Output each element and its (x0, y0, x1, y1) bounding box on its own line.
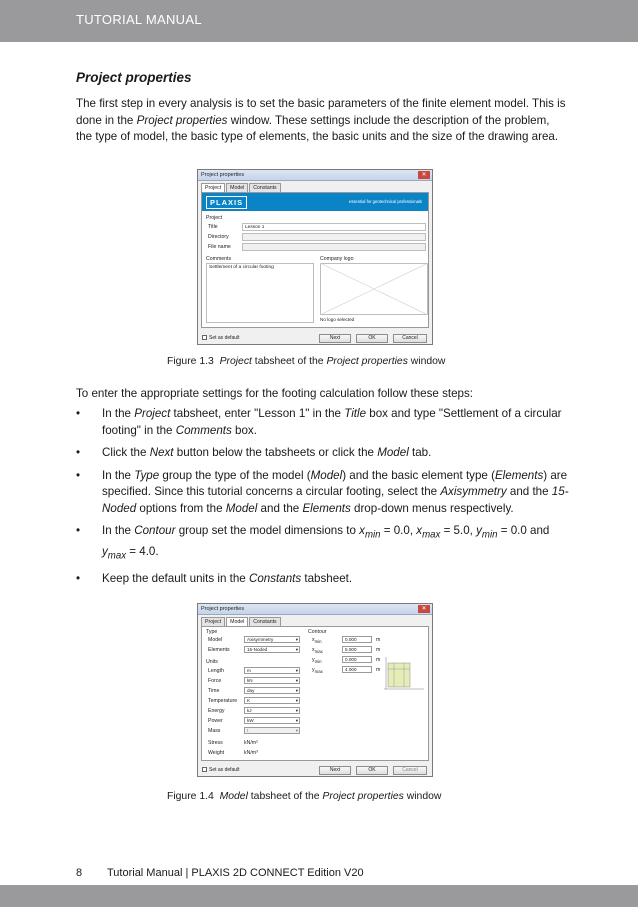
tab-strip (198, 615, 432, 626)
tab-project[interactable]: Project (201, 183, 225, 192)
contour-group-label: Contour (308, 629, 327, 635)
next-button[interactable]: Next (319, 766, 351, 775)
plaxis-logo: PLAXIS (206, 196, 247, 209)
directory-field (242, 233, 426, 241)
dialog-title: Project properties (198, 170, 432, 181)
units-group-label: Units (206, 659, 218, 665)
cancel-button[interactable]: Cancel (393, 334, 427, 343)
unit-mass-label: Mass (208, 728, 221, 734)
list-item: • In the Contour group set the model dimensions to $x_{min} = 0.0$, $x_{max} = 5.0$, $y_{min} = 0.0$ and $y_{max} = 4.0$. (76, 523, 576, 565)
unit-time-label: Time (208, 688, 220, 694)
unit-force-select[interactable]: kN ▾ (244, 677, 300, 684)
stress-label: Stress (208, 740, 223, 746)
ymin-label: $y_{min}$ (312, 657, 322, 665)
xmax-input[interactable]: 5.000 (342, 646, 372, 653)
unit-length-label: Length (208, 668, 224, 674)
elements-select[interactable]: 15-Noded ▾ (244, 646, 300, 653)
unit-power-select[interactable]: kW ▾ (244, 717, 300, 724)
type-group-label: Type (206, 629, 218, 635)
model-label: Model (208, 637, 223, 643)
company-logo-label: Company logo (320, 256, 354, 262)
close-icon[interactable]: ✕ (418, 171, 430, 179)
tab-model[interactable]: Model (226, 617, 248, 626)
project-properties-dialog-project-tab (197, 169, 433, 345)
unit-temperature-select[interactable]: K ▾ (244, 697, 300, 704)
contour-preview-diagram (382, 655, 430, 707)
unit-energy-label: Energy (208, 708, 225, 714)
project-tab-panel (201, 192, 429, 328)
dialog-title: Project properties (198, 604, 432, 615)
ymax-label: $y_{max}$ (312, 667, 323, 675)
no-logo-text: No logo selected (320, 317, 355, 322)
close-icon[interactable]: ✕ (418, 605, 430, 613)
unit-length-select[interactable]: m ▾ (244, 667, 300, 674)
intro-paragraph: The first step in every analysis is to set the basic parameters of the finite element model. This is done in the Project properties window. These settings include the description of the problem, the type of model, the basic type of elements, the basic units and the size of the drawing area. (76, 97, 566, 143)
comments-label: Comments (206, 256, 232, 262)
stress-value: kN/m² (244, 740, 258, 746)
model-select[interactable]: Axisymmetry ▾ (244, 636, 300, 643)
xmin-input[interactable]: 0.000 (342, 636, 372, 643)
tab-strip (198, 181, 432, 192)
next-button[interactable]: Next (319, 334, 351, 343)
model-tab-panel (201, 626, 429, 761)
figure-1-4-caption: Figure 1.4 Model tabsheet of the Project properties window (167, 791, 442, 802)
page-number: 8 (76, 867, 83, 879)
directory-label: Directory (208, 234, 229, 240)
company-logo-placeholder[interactable] (320, 263, 428, 315)
project-properties-dialog-model-tab (197, 603, 433, 777)
ymax-unit: m (376, 667, 381, 673)
unit-power-label: Power (208, 718, 223, 724)
file-name-label: File name (208, 244, 231, 250)
xmax-label: $x_{max}$ (312, 647, 323, 655)
steps-lead: To enter the appropriate settings for the footing calculation follow these steps: (76, 387, 474, 400)
unit-mass-select: t ▾ (244, 727, 300, 734)
ok-button[interactable]: OK (356, 766, 388, 775)
unit-temperature-label: Temperature (208, 698, 238, 704)
elements-label: Elements (208, 647, 230, 653)
comments-textarea[interactable]: Settlement of a circular footing (206, 263, 314, 323)
unit-force-label: Force (208, 678, 222, 684)
weight-value: kN/m³ (244, 750, 258, 756)
bottom-bar (0, 885, 638, 907)
xmax-unit: m (376, 647, 381, 653)
page-footer (76, 867, 364, 879)
set-default-checkbox[interactable]: Set as default (202, 767, 240, 773)
ymin-input[interactable]: 0.000 (342, 656, 372, 663)
list-item: • In the Type group the type of the model (Model) and the basic element type (Elements) are specified. Since this tutorial concerns a circular footing, select the Axisymmetry and the 15-Noded options from the Model and the Elements drop-down menus respectively. (76, 468, 576, 518)
cancel-button[interactable]: Cancel (393, 766, 427, 775)
unit-time-select[interactable]: day ▾ (244, 687, 300, 694)
xmin-unit: m (376, 637, 381, 643)
tab-project[interactable]: Project (201, 617, 225, 626)
list-item: • Keep the default units in the Constants tabsheet. (76, 571, 576, 588)
xmin-label: $x_{min}$ (312, 637, 322, 645)
section-title: Project properties (76, 70, 192, 85)
weight-label: Weight (208, 750, 225, 756)
figure-1-3-caption: Figure 1.3 Project tabsheet of the Project properties window (167, 356, 446, 367)
tab-constants[interactable]: Constants (249, 183, 280, 192)
page-header (0, 0, 638, 42)
title-label: Title (208, 224, 218, 230)
banner-tagline: essential for geotechnical professionals (348, 199, 422, 204)
list-item: • Click the Next button below the tabsheets or click the Model tab. (76, 445, 576, 462)
set-default-checkbox[interactable]: Set as default (202, 335, 240, 341)
footer-text: Tutorial Manual | PLAXIS 2D CONNECT Edition V20 (106, 867, 364, 879)
ymax-input[interactable]: 4.000 (342, 666, 372, 673)
header-title: TUTORIAL MANUAL (76, 12, 202, 27)
list-item: • In the Project tabsheet, enter "Lesson 1" in the Title box and type "Settlement of a circular footing" in the Comments box. (76, 406, 576, 439)
ymin-unit: m (376, 657, 381, 663)
plaxis-banner (202, 193, 428, 211)
tab-model[interactable]: Model (226, 183, 248, 192)
ok-button[interactable]: OK (356, 334, 388, 343)
group-project-label: Project (206, 215, 223, 221)
unit-energy-select[interactable]: kJ ▾ (244, 707, 300, 714)
title-input[interactable]: Lesson 1 (242, 223, 426, 231)
steps-list (76, 406, 576, 593)
tab-constants[interactable]: Constants (249, 617, 280, 626)
file-name-field (242, 243, 426, 251)
